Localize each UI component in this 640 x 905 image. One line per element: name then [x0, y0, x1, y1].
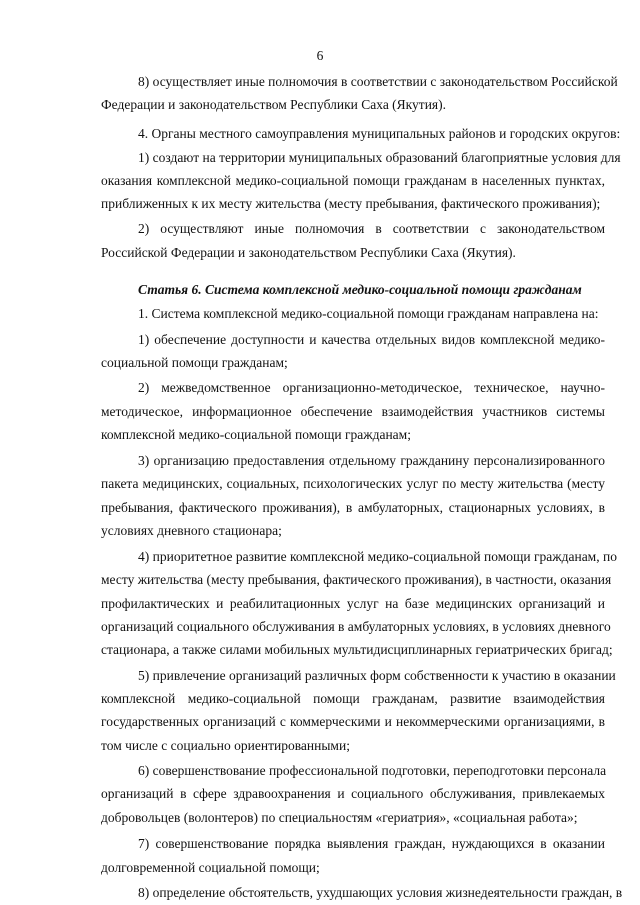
text-line: пребывания, фактического проживания), в амбулаторных, стационарных условиях, в	[101, 500, 605, 515]
text-line: Федерации и законодательством Республики Саха (Якутия).	[101, 97, 447, 112]
text-line: 8) осуществляет иные полномочия в соответствии с законодательством Российской	[138, 74, 618, 89]
text-line: 1) обеспечение доступности и качества отдельных видов комплексной медико-	[138, 332, 605, 347]
article-heading: Статья 6. Система комплексной медико-социальной помощи гражданам	[138, 282, 582, 297]
text-line: 6) совершенствование профессиональной подготовки, переподготовки персонала	[138, 763, 607, 778]
text-line: 8) определение обстоятельств, ухудшающих условия жизнедеятельности граждан, в	[138, 885, 623, 900]
text-line: долговременной социальной помощи;	[101, 860, 320, 875]
text-line: 4. Органы местного самоуправления муниципальных районов и городских округов:	[138, 126, 621, 141]
text-line: пакета медицинских, социальных, психологических услуг по месту жительства (месту	[101, 476, 605, 491]
text-line: 4) приоритетное развитие комплексной медико-социальной помощи гражданам, по	[138, 549, 617, 564]
text-line: условиях дневного стационара;	[101, 523, 282, 538]
text-line: стационара, а также силами мобильных мультидисциплинарных гериатрических бригад;	[101, 642, 613, 657]
text-line: государственных организаций с коммерческими и некоммерческими организациями, в	[101, 714, 605, 729]
text-line: месту жительства (месту пребывания, фактического проживания), в частности, оказания	[101, 572, 612, 587]
text-line: приближенных к их месту жительства (месту пребывания, фактического проживания);	[101, 196, 601, 211]
text-line: добровольцев (волонтеров) по специальностям «гериатрия», «социальная работа»;	[101, 810, 578, 825]
text-line: Российской Федерации и законодательством Республики Саха (Якутия).	[101, 245, 516, 260]
text-line: 2) межведомственное организационно-методическое, техническое, научно-	[138, 380, 605, 395]
text-line: организаций социального обслуживания в амбулаторных условиях, в условиях дневного	[101, 619, 611, 634]
text-line: комплексной медико-социальной помощи гражданам, развитие взаимодействия	[101, 691, 605, 706]
text-line: организаций в сфере здравоохранения и социального обслуживания, привлекаемых	[101, 786, 605, 801]
text-line: социальной помощи гражданам;	[101, 355, 288, 370]
text-line: том числе с социально ориентированными;	[101, 738, 350, 753]
text-line: 5) привлечение организаций различных форм собственности к участию в оказании	[138, 668, 616, 683]
text-line: оказания комплексной медико-социальной помощи гражданам в населенных пунктах,	[101, 173, 605, 188]
page-number: 6	[316, 48, 324, 63]
text-line: 2) осуществляют иные полномочия в соответствии с законодательством	[138, 221, 605, 236]
text-line: 1) создают на территории муниципальных образований благоприятные условия для	[138, 150, 621, 165]
text-line: методическое, информационное обеспечение взаимодействия участников системы	[101, 404, 605, 419]
text-line: комплексной медико-социальной помощи гражданам;	[101, 427, 411, 442]
text-line: 7) совершенствование порядка выявления граждан, нуждающихся в оказании	[138, 836, 605, 851]
text-line: 1. Система комплексной медико-социальной помощи гражданам направлена на:	[138, 306, 599, 321]
text-line: профилактических и реабилитационных услуг на базе медицинских организаций и	[101, 596, 605, 611]
text-line: 3) организацию предоставления отдельному гражданину персонализированного	[138, 453, 605, 468]
